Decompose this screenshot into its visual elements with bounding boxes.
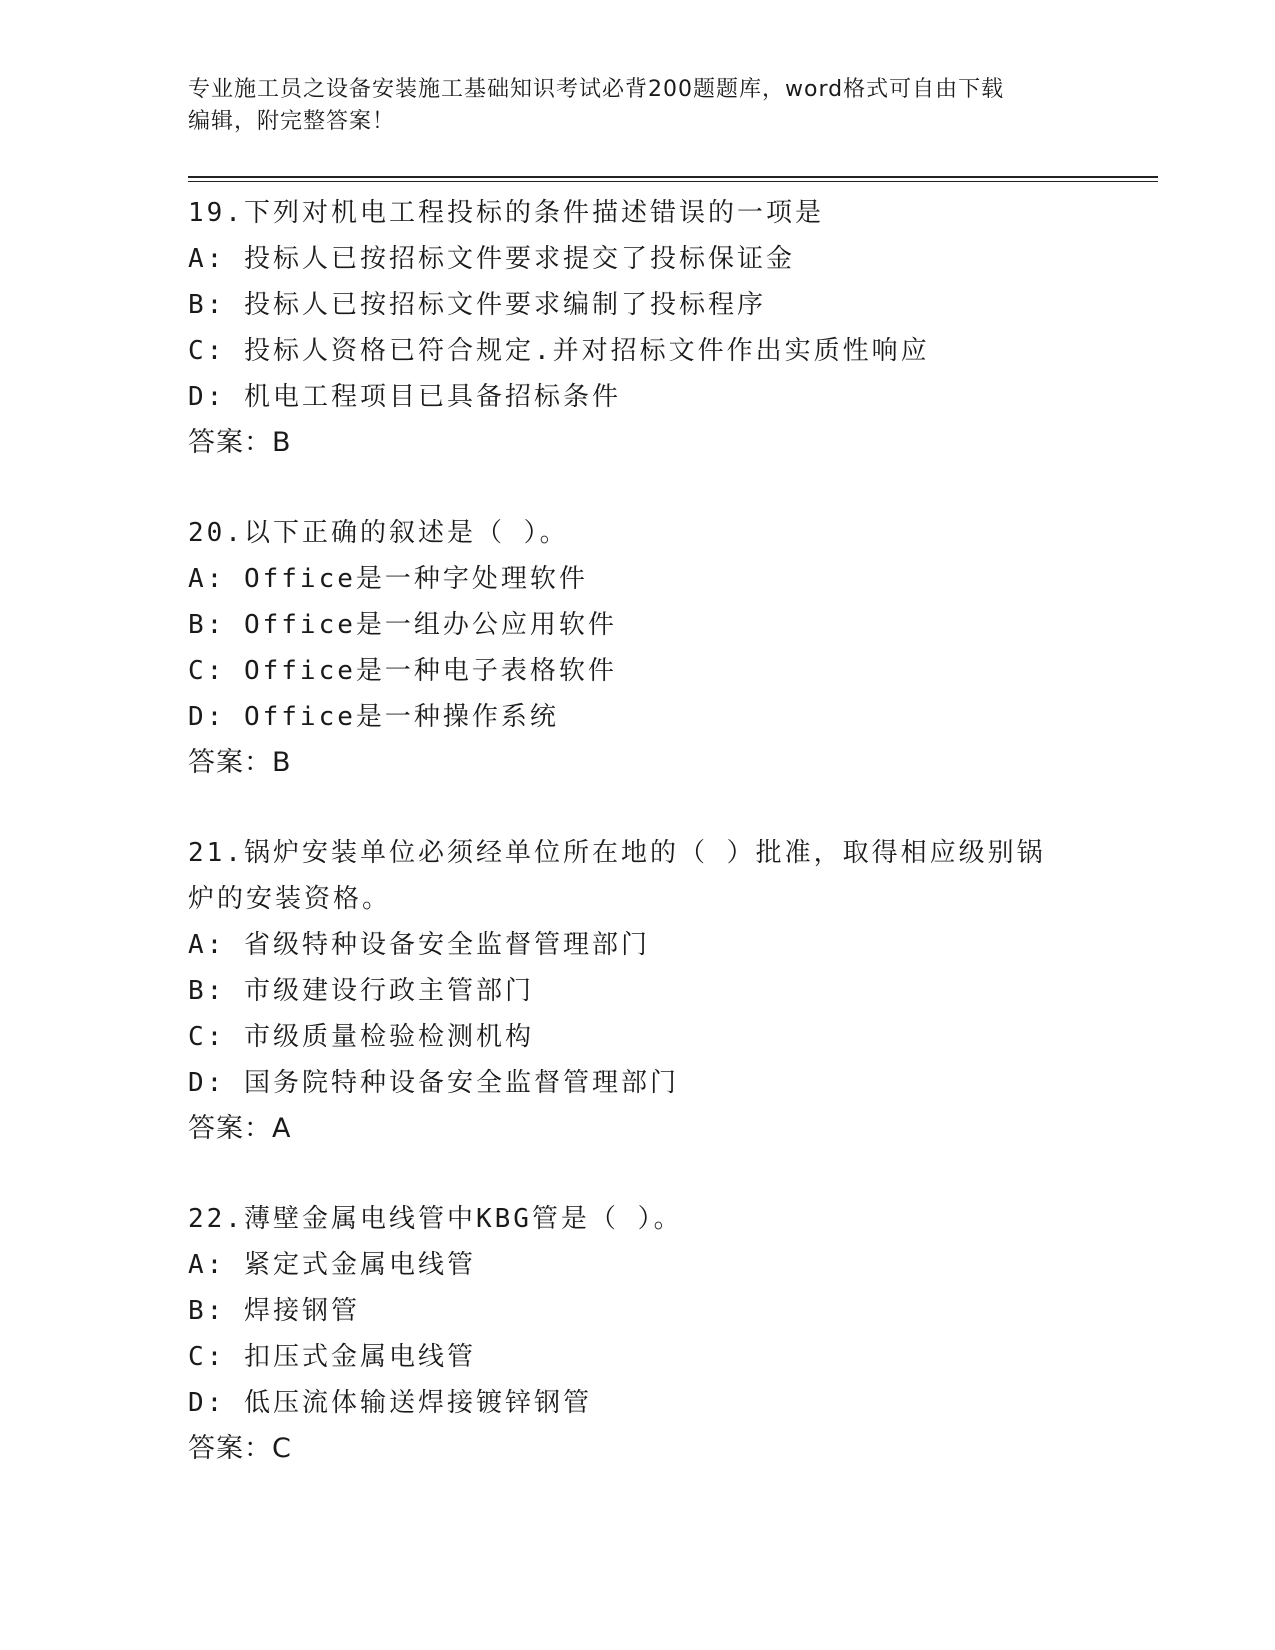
answer-label: 答案：A (188, 1113, 292, 1144)
header-title-line-2: 编辑，附完整答案！ (188, 109, 396, 134)
option-b: B: 焊接钢管 (188, 1296, 360, 1326)
document-header (188, 74, 1088, 138)
option-b: B: 市级建设行政主管部门 (188, 976, 534, 1006)
option-d: D: Office是一种操作系统 (188, 702, 559, 732)
option-c: C: Office是一种电子表格软件 (188, 656, 617, 686)
answer-label: 答案：B (188, 747, 292, 778)
question-stem: 19.下列对机电工程投标的条件描述错误的一项是 (188, 198, 824, 228)
question-stem: 20.以下正确的叙述是（ ）。 (188, 518, 569, 548)
question-stem: 21.锅炉安装单位必须经单位所在地的（ ）批准，取得相应级别锅炉的安装资格。 (188, 838, 1046, 914)
option-d: D: 机电工程项目已具备招标条件 (188, 382, 621, 412)
answer-label: 答案：B (188, 427, 292, 458)
question-19 (188, 190, 1088, 466)
option-c: C: 投标人资格已符合规定.并对招标文件作出实质性响应 (188, 336, 930, 366)
option-a: A: 省级特种设备安全监督管理部门 (188, 930, 650, 960)
header-divider-thin (188, 181, 1158, 182)
option-c: C: 市级质量检验检测机构 (188, 1022, 534, 1052)
question-21 (188, 830, 1088, 1152)
answer-label: 答案：C (188, 1433, 292, 1464)
option-b: B: 投标人已按招标文件要求编制了投标程序 (188, 290, 766, 320)
question-stem: 22.薄壁金属电线管中KBG管是（ ）。 (188, 1204, 683, 1234)
header-divider-thick (188, 176, 1158, 178)
option-a: A: Office是一种字处理软件 (188, 564, 588, 594)
option-b: B: Office是一组办公应用软件 (188, 610, 617, 640)
question-22 (188, 1196, 1088, 1472)
option-c: C: 扣压式金属电线管 (188, 1342, 476, 1372)
option-d: D: 国务院特种设备安全监督管理部门 (188, 1068, 679, 1098)
option-d: D: 低压流体输送焊接镀锌钢管 (188, 1388, 592, 1418)
question-20 (188, 510, 1088, 786)
question-list (188, 190, 1088, 1516)
option-a: A: 投标人已按招标文件要求提交了投标保证金 (188, 244, 795, 274)
option-a: A: 紧定式金属电线管 (188, 1250, 476, 1280)
header-title-line-1: 专业施工员之设备安装施工基础知识考试必背200题题库，word格式可自由下载 (188, 77, 1005, 102)
